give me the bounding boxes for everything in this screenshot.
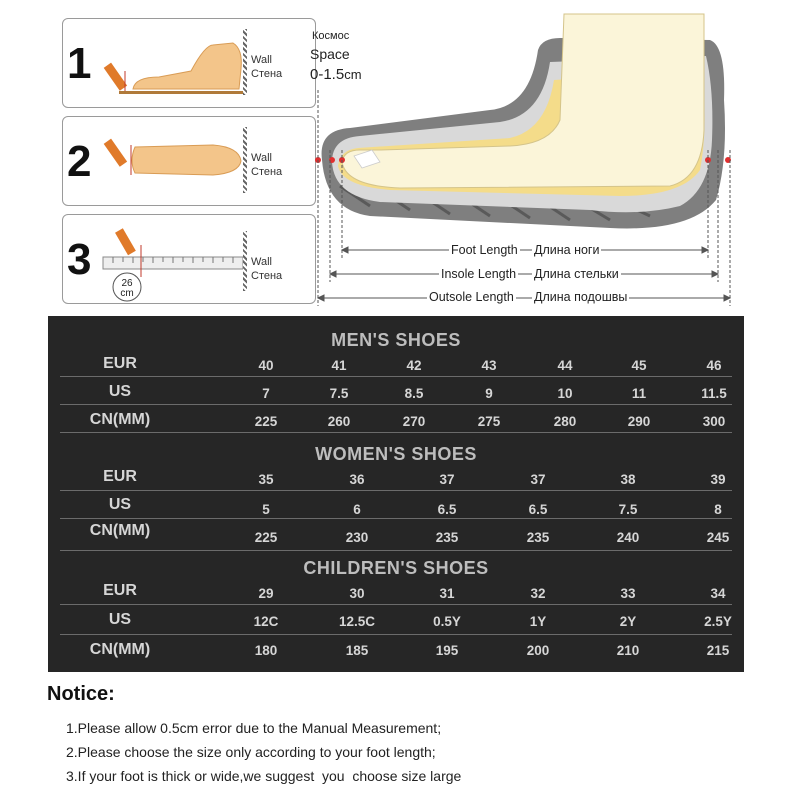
table-cell: 42 xyxy=(406,358,422,373)
step-panel-3 xyxy=(62,214,316,304)
table-cell: 300 xyxy=(702,414,726,429)
row-divider xyxy=(60,518,732,519)
table-cell: 34 xyxy=(710,586,726,601)
measure-label: 26 cm xyxy=(120,278,134,299)
table-cell: 36 xyxy=(349,472,365,487)
table-cell: 38 xyxy=(620,472,636,487)
table-cell: 0.5Y xyxy=(433,614,461,629)
table-cell: 200 xyxy=(526,643,550,658)
row-divider xyxy=(60,550,732,551)
notice-item-3: 3.If your foot is thick or wide,we suggest you choose size large xyxy=(66,768,462,784)
table-cell: 2.5Y xyxy=(704,614,732,629)
table-cell: 280 xyxy=(553,414,577,429)
table-cell: 37 xyxy=(530,472,546,487)
wall-label-ru: Стена xyxy=(251,68,283,80)
row-label: US xyxy=(108,496,132,513)
row-label: CN(MM) xyxy=(89,411,151,428)
row-label: CN(MM) xyxy=(89,522,151,539)
table-cell: 215 xyxy=(706,643,730,658)
table-cell: 230 xyxy=(345,530,369,545)
table-cell: 185 xyxy=(345,643,369,658)
table-cell: 31 xyxy=(439,586,455,601)
notice-title: Notice: xyxy=(47,683,115,705)
wall-label-ru: Стена xyxy=(251,166,283,178)
step-number: 3 xyxy=(67,235,92,284)
table-cell: 11.5 xyxy=(701,386,727,401)
table-cell: 275 xyxy=(477,414,501,429)
table-cell: 210 xyxy=(616,643,640,658)
table-cell: 9 xyxy=(485,386,493,401)
notice-item-1: 1.Please allow 0.5cm error due to the Manual Measurement; xyxy=(66,720,442,736)
table-cell: 7 xyxy=(262,386,270,401)
table-cell: 8 xyxy=(714,502,722,517)
insole-length-label-en: Insole Length xyxy=(441,267,517,281)
outsole-length-label-ru: Длина подошвы xyxy=(534,290,628,304)
notice-item-2: 2.Please choose the size only according to your foot length; xyxy=(66,744,436,760)
row-label: US xyxy=(108,611,132,628)
space-label-en: Space xyxy=(310,46,350,62)
step-panel-1 xyxy=(62,18,316,108)
wall-label xyxy=(251,151,282,179)
table-cell: 6.5 xyxy=(528,502,548,517)
table-cell: 6.5 xyxy=(437,502,457,517)
wall-label-en: Wall xyxy=(251,54,272,66)
table-cell: 6 xyxy=(353,502,361,517)
table-cell: 12C xyxy=(253,614,279,629)
table-cell: 225 xyxy=(254,530,278,545)
table-cell: 195 xyxy=(435,643,459,658)
table-cell: 2Y xyxy=(619,614,637,629)
insole-length-label-ru: Длина стельки xyxy=(534,267,619,281)
table-cell: 1Y xyxy=(529,614,547,629)
table-cell: 290 xyxy=(627,414,651,429)
table-cell: 46 xyxy=(706,358,722,373)
table-cell: 180 xyxy=(254,643,278,658)
table-cell: 8.5 xyxy=(404,386,424,401)
space-label-ru: Космос xyxy=(312,30,350,42)
row-label: CN(MM) xyxy=(89,641,151,658)
table-cell: 12.5C xyxy=(338,614,376,629)
row-divider xyxy=(60,604,732,605)
row-label: EUR xyxy=(103,355,137,372)
table-cell: 32 xyxy=(530,586,546,601)
wall-label xyxy=(251,53,282,81)
row-divider xyxy=(60,376,732,377)
table-cell: 7.5 xyxy=(618,502,638,517)
row-divider xyxy=(60,404,732,405)
table-cell: 235 xyxy=(526,530,550,545)
table-cell: 35 xyxy=(258,472,274,487)
foot-length-label-ru: Длина ноги xyxy=(534,243,600,257)
wall-label-en: Wall xyxy=(251,256,272,268)
table-cell: 5 xyxy=(262,502,270,517)
wall-marker xyxy=(243,29,247,95)
space-range-value: 0-1.5 xyxy=(310,66,345,83)
size-chart-table xyxy=(48,316,744,672)
step-number: 1 xyxy=(67,39,92,88)
table-cell: 11 xyxy=(631,386,647,401)
space-range-unit: cm xyxy=(344,67,362,82)
table-cell: 245 xyxy=(706,530,730,545)
table-cell: 10 xyxy=(557,386,573,401)
outsole-length-label-en: Outsole Length xyxy=(429,290,514,304)
table-cell: 45 xyxy=(631,358,647,373)
table-cell: 30 xyxy=(349,586,365,601)
table-cell: 43 xyxy=(481,358,497,373)
row-divider xyxy=(60,634,732,635)
wall-marker xyxy=(243,127,247,193)
row-divider xyxy=(60,490,732,491)
table-cell: 44 xyxy=(557,358,573,373)
table-cell: 33 xyxy=(620,586,636,601)
section-title-women: WOMEN'S SHOES xyxy=(315,444,477,464)
table-cell: 7.5 xyxy=(329,386,349,401)
section-title-men: MEN'S SHOES xyxy=(331,330,461,350)
table-cell: 41 xyxy=(331,358,347,373)
space-range xyxy=(310,66,362,83)
row-label: EUR xyxy=(103,468,137,485)
table-cell: 39 xyxy=(710,472,726,487)
table-cell: 225 xyxy=(254,414,278,429)
table-cell: 40 xyxy=(258,358,274,373)
table-cell: 29 xyxy=(258,586,274,601)
table-cell: 37 xyxy=(439,472,455,487)
row-divider xyxy=(60,432,732,433)
wall-marker xyxy=(243,231,247,291)
foot-length-label-en: Foot Length xyxy=(451,243,518,257)
section-title-children: CHILDREN'S SHOES xyxy=(303,558,489,578)
table-cell: 235 xyxy=(435,530,459,545)
row-label: EUR xyxy=(103,582,137,599)
step-number: 2 xyxy=(67,137,92,186)
wall-label-ru: Стена xyxy=(251,270,283,282)
table-row-children-us xyxy=(60,608,732,636)
shoe-diagram xyxy=(310,10,740,310)
table-cell: 240 xyxy=(616,530,640,545)
table-cell: 270 xyxy=(402,414,426,429)
table-row-children-cn xyxy=(60,638,732,666)
wall-label xyxy=(251,255,282,283)
table-row-women-cn xyxy=(60,522,732,550)
step-panel-2 xyxy=(62,116,316,206)
row-label: US xyxy=(108,383,132,400)
table-cell: 260 xyxy=(327,414,351,429)
wall-label-en: Wall xyxy=(251,152,272,164)
